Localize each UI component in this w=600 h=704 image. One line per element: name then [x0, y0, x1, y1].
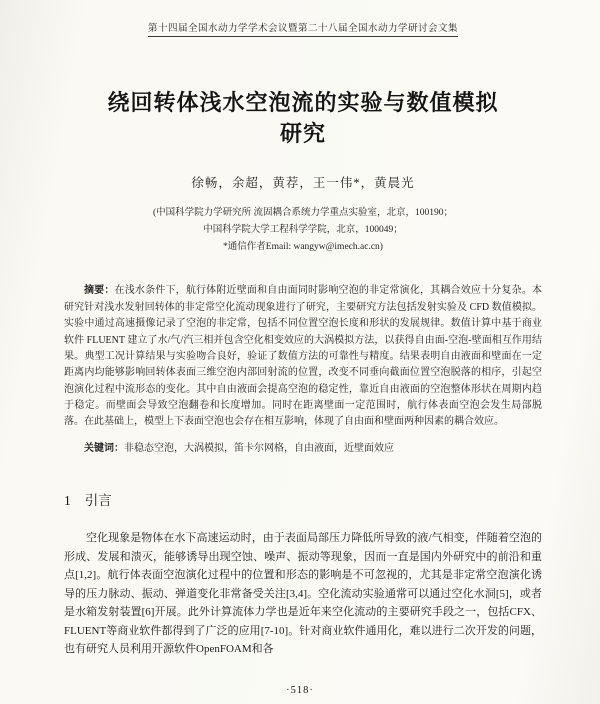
keywords-text: 非稳态空泡，大涡模拟，笛卡尔网格，自由液面，近壁面效应	[124, 442, 394, 454]
paper-title-line1: 绕回转体浅水空泡流的实验与数值模拟	[107, 90, 499, 115]
conference-header-text: 第十四届全国水动力学学术会议暨第二十八届全国水动力学研讨会文集	[148, 20, 458, 37]
keywords-line	[64, 441, 542, 457]
section-heading-introduction	[64, 489, 542, 509]
affiliation-line-3: *通信作者Email: wangyw@imech.ac.cn)	[223, 241, 383, 252]
abstract-text: 在浅水条件下，航行体附近壁面和自由面同时影响空泡的非定常演化，其耦合效应十分复杂。本研究针对浅水发射回转体的非定常空化流动现象进行了研究，主要研究方法包括发射实验及 CFD 数值模拟。实验中通过高速摄像记录了空泡的非定常，包括不同位置空泡长度和形状的发展规律。数值计算中基于商业软件 FLUENT 建立了水/气/汽三相并包含空化相变效应的大涡模拟方法，以获得自由面-空泡-壁面相互作用结果。典型工况计算结果与实验吻合良好，验证了数值方法的可靠性与精度。结果表明自由液面和壁面在一定距离内均能够影响回转体表面三维空泡内部回射流的位置，改变不同垂向截面位置空泡脱落的相序，引起空泡演化过程中流形态的变化。其中自由液面会提高空泡的稳定性，靠近自由液面的空泡整体形状在周期内趋于稳定。而壁面会导致空泡翻卷和长度增加。同时在距离壁面一定范围时，航行体表面空泡会发生局部脱落。在此基础上，模型上下表面空泡也会存在相互影响，体现了自由面和壁面两种因素的耦合效应。	[64, 285, 543, 428]
introduction-paragraph: 空化现象是物体在水下高速运动时，由于表面局部压力降低所导致的液/气相变，伴随着空泡的形成、发展和溃灭，能够诱导出现空蚀、噪声、振动等现象，因而一直是国内外研究中的前沿和重点[1,2]。航行体表面空泡演化过程中的位置和形态的影响是不可忽视的，尤其是非定常空泡演化诱导的压力脉动、振动、弹道变化非常备受关注[3,4]。空化流动实验通常可以通过空化水洞[5]，或者是水箱发射装置[6]开展。此外计算流体力学也是近年来空化流动的主要研究手段之一，包括CFX、FLUENT等商业软件都得到了广泛的应用[7-10]。针对商业软件通用化，难以进行二次开发的问题，也有研究人员利用开源软件OpenFOAM和各	[64, 532, 542, 656]
section-number: 1	[64, 493, 71, 509]
page-number: ·518·	[286, 685, 314, 696]
abstract-label: 摘要：	[84, 285, 115, 297]
affiliation-line-2: 中国科学院大学工程科学学院，北京，100049；	[203, 225, 403, 236]
section-label: 引言	[84, 493, 112, 509]
affiliation-line-1: (中国科学院力学研究所 流固耦合系统力学重点实验室，北京，100190；	[152, 208, 454, 219]
affiliations-block	[64, 205, 542, 255]
paper-title-line2: 研究	[279, 121, 326, 147]
conference-header	[64, 20, 542, 37]
authors-line: 徐畅，余超，黄荐，王一伟*，黄晨光	[191, 176, 415, 191]
abstract-paragraph	[64, 283, 542, 431]
paper-title	[74, 87, 532, 149]
keywords-label: 关键词：	[84, 442, 124, 454]
